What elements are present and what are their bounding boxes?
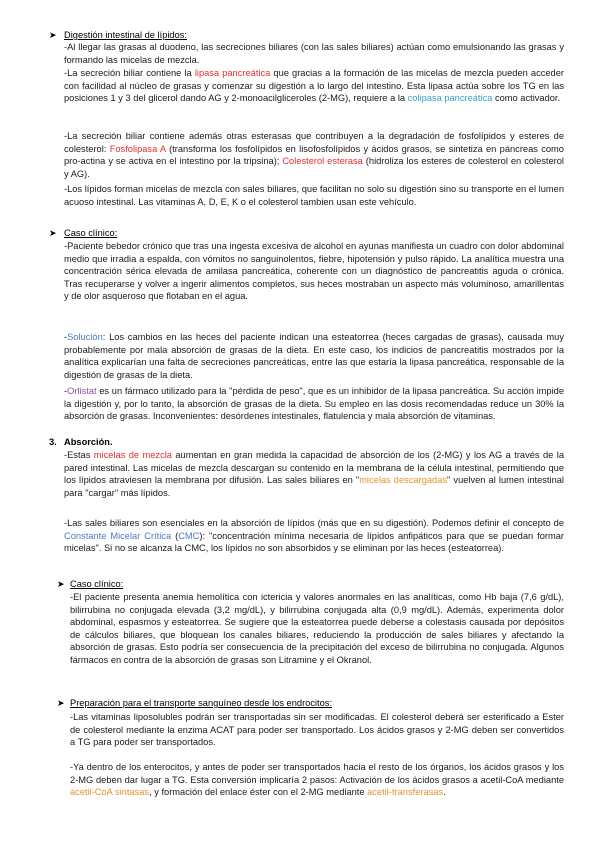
p1-text: -Al llegar las grasas al duodeno, las secreciones biliares (con las sales biliares) actúan como emulsionando las grasas y formando las micelas de mezcla. (64, 42, 564, 65)
arrow-bullet-icon: ➤ (57, 698, 65, 708)
term-micelas-descargadas: micelas descargadas (359, 475, 448, 486)
paragraph-cmc (64, 517, 564, 555)
caso-clinico-heading-2: Caso clínico: (70, 579, 124, 589)
p2-text-b: que gracias a la formación de las micelas de mezcla pueden acceder con facilidad al núcleo de grasas y comenzar su digestión a lo largo del intestino. Esta lipasa actúa sobre los TG en las posiciones 1 y 3 del glicerol dando AG y 2-monoacilgliceroles (2-MG), requiere a la (64, 68, 564, 104)
p9-text-b: ( (171, 530, 179, 541)
p5-text: -Paciente bebedor crónico que tras una ingesta excesiva de alcohol en ayunas manifiesta un cuadro con dolor abdominal medio que irradia a espalda, con vómitos no sanguinolentos, fiebre, hipotensión y pulso rápido. La analítica muestra una concentración sérica elevada de amilasa pancreática, coherente con un diagnóstico de pancreatitis aguda o crónica. Tras recuperarse y volver a ingerir alimentos completos, sus heces mostraban un aspecto más voluminoso, amarillentas y de olor asqueroso que flotaban en el agua. (64, 241, 564, 302)
preparacion-heading: Preparación para el transporte sanguíneo desde los endrocitos: (70, 698, 333, 708)
absorcion-title: Absorción. (64, 437, 113, 447)
p8-text-c: " vuelven al lumen intestinal para "cargar" más lípidos. (64, 475, 564, 498)
paragraph-micelas-absorcion (64, 449, 564, 499)
p3-text-a: -La secreción biliar contiene además otras esterasas que contribuyen a la degradación de fosfolípidos y esteres de colesterol: (64, 131, 564, 154)
p7-text-a: - (64, 386, 68, 396)
term-orlistat: Orlistat (67, 386, 97, 396)
paragraph-orlistat (64, 385, 564, 423)
p2-text-a: -La secreción biliar contiene la (64, 68, 195, 78)
section-number: 3. (49, 437, 57, 447)
caso-clinico-heading-1: Caso clínico: (64, 228, 118, 238)
paragraph-lipasa (64, 67, 564, 105)
term-constante-micelar-critica: Constante Micelar Crítica (64, 530, 172, 541)
paragraph-caso-1 (64, 240, 564, 303)
p12-text-b: , y formación del enlace éster con el 2-MG mediante (149, 787, 368, 798)
paragraph-vitaminas (70, 711, 564, 749)
p9-text-c: ): "concentración mínima necesaria de lípidos anfipáticos para que se puedan formar micelas". Si no se alcanza la CMC, los lípidos no son absorbidos y se eliminan por las heces (esteatorrea). (64, 530, 565, 554)
term-colesterol-esterasa: Colesterol esterasa (282, 156, 363, 167)
arrow-bullet-icon: ➤ (49, 228, 57, 238)
p8-text-b: aumentan en gran medida la capacidad de absorción de los (2-MG) y los AG a través de la pared intestinal. Las micelas de mezcla descargan su contenido en la membrana de la célula intestinal, permitiendo que los lípidos atraviesen la membrana por difusión. Las sales biliares en " (64, 450, 564, 486)
p6-text-a: - (64, 332, 68, 342)
p12-text-c: . (443, 787, 446, 798)
arrow-bullet-icon: ➤ (49, 30, 57, 40)
p12-text-a: -Ya dentro de los enterocitos, y antes de poder ser transportados hacia el resto de los órganos, los ácidos grasos y los 2-MG deben dar lugar a TG. Esta conversión implicaría 2 pasos: Activación de los ácidos grasos a acetil-CoA mediante (70, 762, 564, 785)
term-acetil-coa-sintasas: acetil-CoA sintasas (70, 787, 150, 798)
arrow-bullet-icon: ➤ (57, 579, 65, 589)
p3-text-c: (hidroliza los esteres de colesterol en colesterol y AG). (64, 156, 564, 179)
p6-text-b: : Los cambios en las heces del paciente indican una esteatorrea (heces cargadas de grasas), causada muy probablemente por mala absorción de grasas de la dieta. En este caso, los indicios de pancreatitis mostrados por la analítica explicarían una falta de secreciones pancreáticas, entre las que estaría la lipasa pancreática, responsable de la digestión de grasas de la dieta. (64, 332, 564, 380)
paragraph-esterasas (64, 130, 564, 180)
p9-text-a: -Las sales biliares son esenciales en la absorción de lípidos (más que en su digestión). Podemos definir el concepto de (64, 518, 564, 528)
p2-text-c: como activador. (492, 93, 561, 104)
term-colipasa-pancreatica: colipasa pancreática (407, 93, 493, 104)
p8-text-a: -Estas (64, 450, 94, 460)
term-micelas-de-mezcla: micelas de mezcla (93, 450, 172, 460)
term-acetil-transferasas: acetil-transferasas (367, 787, 444, 798)
paragraph-micelas (64, 183, 564, 208)
term-fosfolipasa-a: Fosfolipasa A (109, 143, 166, 154)
term-lipasa-pancreatica: lipasa pancreática (194, 68, 271, 78)
term-cmc: CMC (178, 530, 200, 541)
p4-text: -Los lípidos forman micelas de mezcla con sales biliares, que facilitan no solo su digestión sino su transporte en el lumen acuoso intestinal. Las vitaminas A, D, E, K o el colesterol tambien usan este vehículo. (64, 184, 564, 207)
paragraph-emulsion (64, 41, 564, 66)
p10-text: -El paciente presenta anemia hemolítica con ictericia y valores anormales en las analíticas, como Hb baja (7,6 g/dL), bilirrubina no conjugada elevada (3,2 mg/dL), y bilirrubina conjugada alta (0,9 mg/dL). Además, experimenta dolor abdominal, espasmos y esteatorrea. Se sugiere que la esteatorrea puede deberse a colestasis causada por depósitos de cálculos biliares, que bloquean los canales biliares, reduciendo la producción de sales biliares y afectando la absorción de grasas. Esto podría ser consecuencia de la precipitación del exceso de bilirrubina no conjugada. Algunos fármacos en contra de la absorción de grasas son Litramine y el Okranol. (70, 592, 564, 665)
p11-text: -Las vitaminas liposolubles podrán ser transportadas sin ser modificadas. El colesterol deberá ser esterificado a Ester de colesterol mediante la enzima ACAT para poder ser transportado. Los ácidos grasos y 2-MG deben ser convertidos a TG para poder ser transportados. (70, 712, 564, 748)
p7-text-b: es un fármaco utilizado para la "pérdida de peso", que es un inhibidor de la lipasa pancreática. Su acción impide la digestión y, por lo tanto, la absorción de grasas de la dieta. Su empleo en las dosis recomendadas reduce un 30% la absorción de grasas. Inconvenientes: desórdenes intestinales, flatulencia y mala absorción de vitaminas. (64, 386, 564, 422)
paragraph-enterocitos (70, 761, 564, 799)
paragraph-solucion (64, 331, 564, 381)
digestion-heading: Digestión intestinal de lípidos: (64, 30, 187, 40)
paragraph-caso-2 (70, 591, 564, 667)
p3-text-b: (transforma los fosfolípidos en lisofosfolípidos y ácidos grasos, se sintetiza en páncreas como pro-actina y se activa en el intestino por la tripsina); (64, 143, 564, 167)
term-solucion: Solución (67, 332, 103, 342)
